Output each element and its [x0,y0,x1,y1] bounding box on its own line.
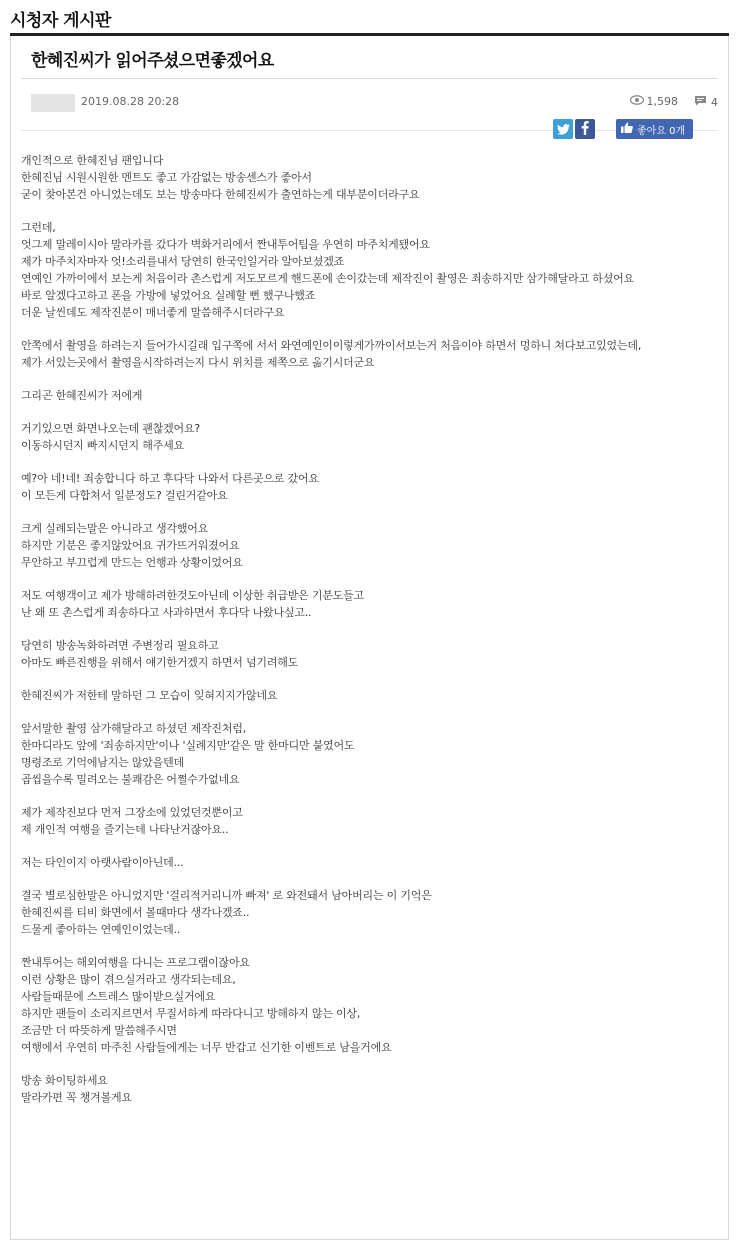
body-line: 안쪽에서 촬영을 하려는지 들어가시길래 입구쪽에 서서 와연예인이이렇게가까이서보는거 처음이야 하면서 멍하니 쳐다보고있었는데, [21,339,642,352]
body-line: 엇그제 말레이시아 말라카를 갔다가 벽화거리에서 짠내투어팀을 우연히 마주치게됐어요 [21,238,430,251]
twitter-share-button[interactable] [553,119,573,139]
comment-count-value: 4 [711,95,718,109]
body-line: 굳이 찾아본건 아니었는데도 보는 방송마다 한혜진씨가 출연하는게 대부분이더라구요 [21,188,420,201]
body-line: 한혜진씨를 티비 화면에서 볼때마다 생각나겠죠.. [21,906,250,919]
body-line: 명령조로 기억에남지는 않았을텐데 [21,756,184,769]
body-paragraph [21,587,701,621]
body-line: 크게 실례되는말은 아니라고 생각했어요 [21,522,209,535]
body-line: 연예인 가까이에서 보는게 처음이라 촌스럽게 저도모르게 핸드폰에 손이갔는데 제작진이 촬영은 죄송하지만 삼가해달라고 하셨어요 [21,272,634,285]
view-count-value: 1,598 [646,95,678,108]
body-line: 말라카편 꼭 챙겨볼게요 [21,1091,132,1104]
comment-count[interactable] [694,95,718,109]
body-line: 조금만 더 따뜻하게 말씀해주시면 [21,1024,177,1037]
body-line: 저는 타인이지 아랫사람이아닌데... [21,856,184,869]
body-paragraph [21,687,701,704]
body-line: 이동하시던지 빠지시던지 해주세요 [21,439,184,452]
body-line: 여행에서 우연히 마주친 사람들에게는 너무 반갑고 신기한 이벤트로 남을거에요 [21,1041,392,1054]
body-paragraph [21,520,701,571]
body-line: 이런 상황은 많이 겪으실거라고 생각되는데요, [21,973,236,986]
body-line: 그런데, [21,221,56,234]
facebook-icon [581,120,589,139]
comment-icon [694,95,707,109]
body-line: 사람들때문에 스트레스 많이받으실거에요 [21,990,216,1003]
body-line: 저도 여행객이고 제가 방해하려한것도아닌데 이상한 취급받은 기분도들고 [21,589,364,602]
body-line: 난 왜 또 촌스럽게 죄송하다고 사과하면서 후다닥 나왔나싶고.. [21,606,312,619]
body-line: 짠내투어는 해외여행을 다니는 프로그램이잖아요 [21,956,250,969]
body-paragraph [21,804,701,838]
twitter-icon [557,120,570,139]
body-line: 곱씹을수록 밀려오는 불쾌감은 어쩔수가없네요 [21,773,240,786]
body-paragraph [21,887,701,938]
body-paragraph [21,854,701,871]
like-label: 좋아요 0개 [637,125,686,137]
thumbs-up-icon [621,122,633,136]
body-line: 더운 날씬데도 제작진분이 매너좋게 말씀해주시더라구요 [21,306,285,319]
body-line: 하지만 기분은 좋지않았어요 귀가뜨거워졌어요 [21,539,240,552]
body-line: 제 개인적 여행을 즐기는데 나타난거잖아요.. [21,823,229,836]
body-paragraph [21,420,701,454]
body-paragraph [21,1072,701,1106]
body-line: 한마디라도 앞에 '죄송하지만'이나 '실례지만'같은 말 한마디만 붙였어도 [21,739,355,752]
like-button[interactable] [616,119,693,139]
body-line: 아마도 빠른진행을 위해서 얘기한거겠지 하면서 넘기려해도 [21,656,299,669]
body-line: 결국 별로심한말은 아니었지만 '걸리적거리니까 빠져' 로 와전돼서 남아버리는 이 기억은 [21,889,432,902]
body-line: 드물게 좋아하는 연예인이었는데.. [21,923,181,936]
body-line: 제가 서있는곳에서 촬영을시작하려는지 다시 위치를 제쪽으로 옮기시더군요 [21,356,375,369]
body-line: 거기있으면 화면나오는데 괜찮겠어요? [21,422,201,435]
body-paragraph [21,152,701,203]
board-title: 시청자 게시판 [10,11,111,31]
body-line: 앞서말한 촬영 삼가해달라고 하셨던 제작진처럼, [21,722,247,735]
eye-icon [630,95,644,108]
body-line: 무안하고 부끄럽게 만드는 언행과 상황이었어요 [21,556,243,569]
body-paragraph [21,954,701,1056]
view-count [630,95,679,108]
body-paragraph [21,720,701,788]
post-body [21,152,701,1122]
body-paragraph [21,219,701,321]
body-paragraph [21,470,701,504]
body-line: 당연히 방송녹화하려면 주변정리 필요하고 [21,639,219,652]
body-line: 제가 제작진보다 먼저 그장소에 있었던것뿐이고 [21,806,243,819]
body-line: 바로 알겠다고하고 폰을 가방에 넣었어요 실례할 뻔 했구나했죠 [21,289,316,302]
body-line: 한혜진씨가 저한테 말하던 그 모습이 잊혀지지가않네요 [21,689,278,702]
body-line: 제가 마주치자마자 엇!소리를내서 당연히 한국인일거라 알아보셨겠죠 [21,255,345,268]
post-title: 한혜진씨가 읽어주셨으면좋겠어요 [31,51,274,71]
body-line: 이 모든게 다합쳐서 일분정도? 걸린거같아요 [21,489,228,502]
body-paragraph [21,387,701,404]
body-line: 방송 화이팅하세요 [21,1074,108,1087]
author-name-redacted[interactable] [31,94,75,112]
body-line: 그리곤 한혜진씨가 저에게 [21,389,143,402]
post-date: 2019.08.28 20:28 [81,95,180,108]
body-paragraph [21,337,701,371]
body-line: 하지만 팬들이 소리지르면서 무질서하게 따라다니고 방해하지 않는 이상, [21,1007,361,1020]
body-line: 예?아 네!네! 죄송합니다 하고 후다닥 나와서 다른곳으로 갔어요 [21,472,319,485]
facebook-share-button[interactable] [575,119,595,139]
share-bar [553,119,693,139]
body-line: 한혜진님 시원시원한 멘트도 좋고 가감없는 방송센스가 좋아서 [21,171,312,184]
body-line: 개인적으로 한혜진님 팬입니다 [21,154,164,167]
body-paragraph [21,637,701,671]
